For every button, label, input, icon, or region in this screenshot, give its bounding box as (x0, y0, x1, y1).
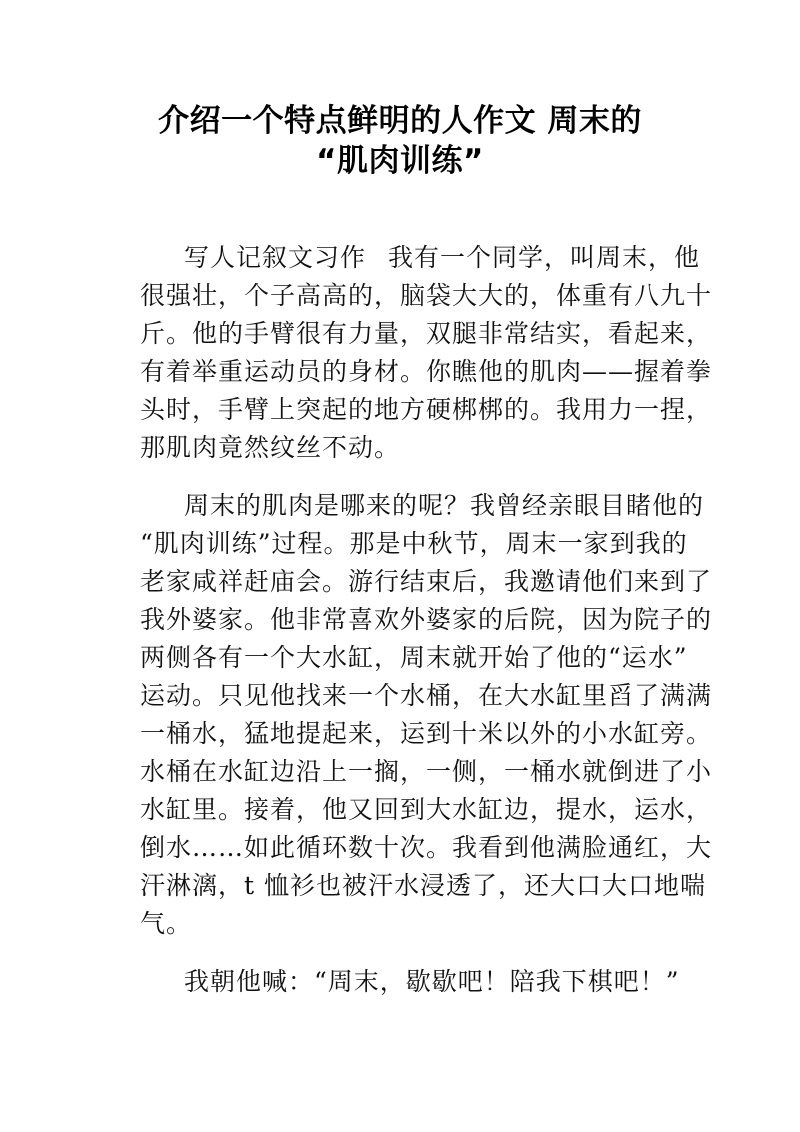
paragraph-1-line: 有着举重运动员的身材。你瞧他的肌肉——握着拳 (140, 357, 713, 386)
paragraph-2-line: 周末的肌肉是哪来的呢？我曾经亲眼目睹他的 (184, 491, 705, 520)
paragraph-2-line: 一桶水，猛地提起来，运到十米以外的小水缸旁。 (140, 719, 713, 748)
paragraph-1-line: 那肌肉竟然纹丝不动。 (140, 433, 401, 462)
genre-label: 写人记叙文习作 (184, 243, 367, 272)
paragraph-2-line: “肌肉训练”过程。那是中秋节，周末一家到我的 (140, 529, 688, 558)
paragraph-2-line: 水缸里。接着，他又回到大水缸边，提水，运水， (140, 795, 713, 824)
paragraph-3-line: 我朝他喊：“周末，歇歇吧！陪我下棋吧！” (184, 967, 680, 996)
paragraph-1-text: 我有一个同学，叫周末，他 (388, 243, 701, 272)
document-title-line-1: 介绍一个特点鲜明的人作文 周末的 (158, 103, 642, 139)
paragraph-2-line: 运动。只见他找来一个水桶，在大水缸里舀了满满 (140, 681, 713, 710)
paragraph-1-line: 斤。他的手臂很有力量，双腿非常结实，看起来， (140, 319, 713, 348)
paragraph-1-line: 头时，手臂上突起的地方硬梆梆的。我用力一捏， (140, 395, 713, 424)
document-title-line-2: “肌肉训练” (316, 143, 484, 179)
paragraph-2-line: 倒水……如此循环数十次。我看到他满脸通红，大 (140, 833, 713, 862)
paragraph-2-line: 我外婆家。他非常喜欢外婆家的后院，因为院子的 (140, 605, 713, 634)
paragraph-2-line: 老家咸祥赶庙会。游行结束后，我邀请他们来到了 (140, 567, 713, 596)
paragraph-2-line: 两侧各有一个大水缸，周末就开始了他的“运水” (140, 643, 688, 672)
paragraph-2-line: 气。 (140, 909, 193, 938)
paragraph-2-line: 水桶在水缸边沿上一搁，一侧，一桶水就倒进了小 (140, 757, 713, 786)
paragraph-1-line (184, 239, 700, 277)
paragraph-1-line: 很强壮，个子高高的，脑袋大大的，体重有八九十 (140, 281, 713, 310)
paragraph-2-line: 汗淋漓，t 恤衫也被汗水浸透了，还大口大口地喘 (140, 871, 706, 900)
